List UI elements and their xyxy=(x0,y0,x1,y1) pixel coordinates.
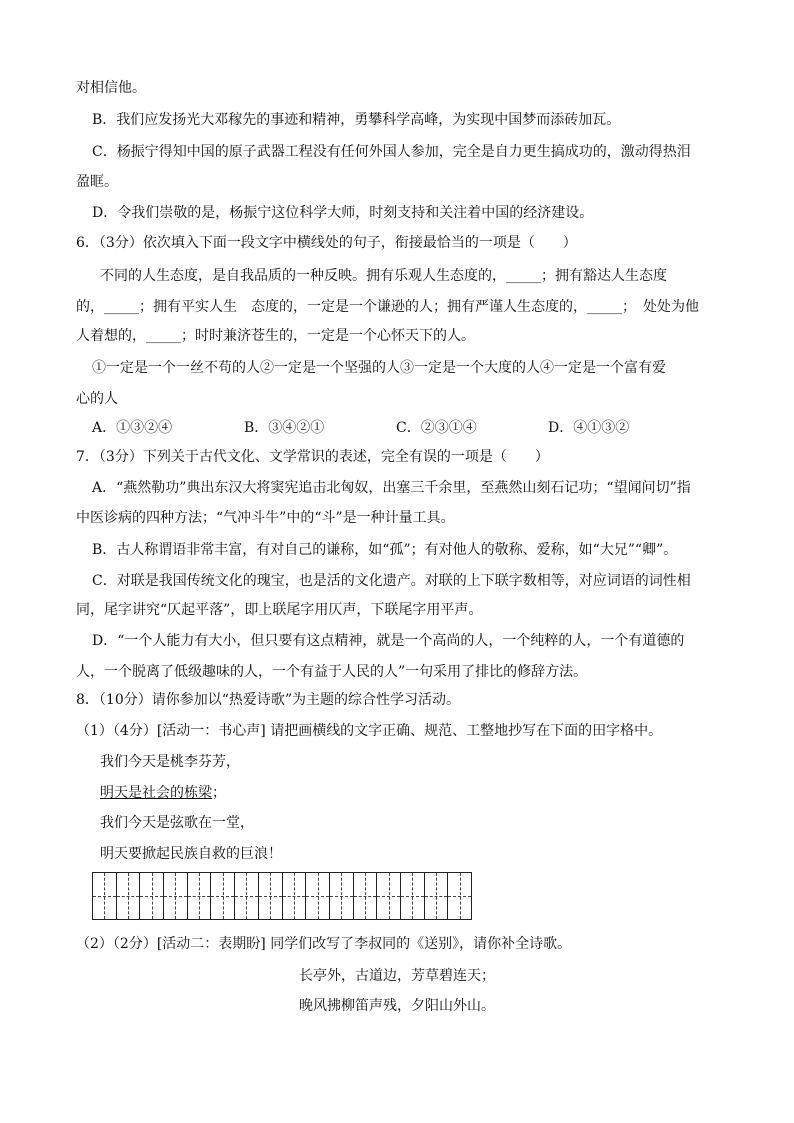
grid-cell[interactable] xyxy=(235,873,259,919)
poem-line: 我们今天是桃李芬芳， xyxy=(100,754,240,770)
grid-cell[interactable] xyxy=(259,873,283,919)
grid-cell[interactable] xyxy=(283,873,307,919)
answer-options xyxy=(92,418,629,438)
grid-cell[interactable] xyxy=(448,873,471,919)
poem-line: 明天要掀起民族自救的巨浪！ xyxy=(100,846,282,862)
grid-cell[interactable] xyxy=(140,873,164,919)
sentence-choices-cont: 心的人 xyxy=(76,391,118,407)
option-a-cont: 中医诊病的四种方法；“气冲斗牛”中的“斗”是一种计量工具。 xyxy=(76,510,455,526)
option-a: A．“燕然勒功”典出东汉大将窦宪追击北匈奴，出塞三千余里，至燕然山刻石记功；“望闻问切”指 xyxy=(92,480,691,496)
option-c-cont: 同，尾字讲究“仄起平落”，即上联尾字用仄声，下联尾字用平声。 xyxy=(76,602,483,618)
question-stem: 6．（3分）依次填入下面一段文字中横线处的句子，衔接最恰当的一项是（ ） xyxy=(76,235,577,251)
sentence-choices: ①一定是一个一丝不苟的人②一定是一个坚强的人③一定是一个大度的人④一定是一个富有爱 xyxy=(92,360,666,376)
option-c: C．杨振宁得知中国的原子武器工程没有任何外国人参加，完全是自力更生搞成功的，激动得热泪 xyxy=(92,144,691,160)
grid-cell[interactable] xyxy=(306,873,330,919)
passage-line: 的，_____；拥有平实人生 态度的，一定是一个谦逊的人；拥有严谨人生态度的，_____； 处处为他 xyxy=(76,299,699,315)
option-d-cont: 人，一个脱离了低级趣味的人，一个有益于人民的人”一句采用了排比的修辞方法。 xyxy=(76,664,588,680)
grid-cell[interactable] xyxy=(117,873,141,919)
question-stem: 8．（10分）请你参加以“热爱诗歌”为主题的综合性学习活动。 xyxy=(76,692,461,708)
passage-line: 不同的人生态度，是自我品质的一种反映。拥有乐观人生态度的，_____；拥有豁达人生态度 xyxy=(100,268,667,284)
option-c-cont: 盈眶。 xyxy=(76,174,118,190)
option-b: B．古人称谓语非常丰富，有对自己的谦称，如“孤”；有对他人的敬称、爱称，如“大兄”“卿”。 xyxy=(92,542,678,558)
option-c: C．②③①④ xyxy=(396,420,477,436)
underlined-text: 明天是社会的栋梁 xyxy=(100,785,212,801)
option-b: B．我们应发扬光大邓稼先的事迹和精神，勇攀科学高峰，为实现中国梦而添砖加瓦。 xyxy=(92,112,621,128)
option-d: D．④①③② xyxy=(548,420,630,436)
grid-cell[interactable] xyxy=(377,873,401,919)
question-stem: 7．（3分）下列关于古代文化、文学常识的表述，完全有误的一项是（ ） xyxy=(76,449,549,465)
grid-cell[interactable] xyxy=(211,873,235,919)
song-line: 长亭外，古道边，芳草碧连天； xyxy=(299,968,495,984)
punctuation: ； xyxy=(212,785,226,801)
option-b: B．③④②① xyxy=(244,420,325,436)
song-line: 晚风拂柳笛声残，夕阳山外山。 xyxy=(299,998,495,1014)
option-c: C．对联是我国传统文化的瑰宝，也是活的文化遗产。对联的上下联字数相等，对应词语的词性相 xyxy=(92,573,691,589)
option-a: A．①③②④ xyxy=(92,420,173,436)
grid-cell[interactable] xyxy=(164,873,188,919)
grid-cell[interactable] xyxy=(401,873,425,919)
option-d: D．“一个人能力有大小，但只要有这点精神，就是一个高尚的人，一个纯粹的人，一个有道德的 xyxy=(92,633,685,649)
tianzige-grid[interactable] xyxy=(92,872,472,920)
grid-cell[interactable] xyxy=(354,873,378,919)
sub-question-1: （1）（4分）[活动一：书心声] 请把画横线的文字正确、规范、工整地抄写在下面的田字格中。 xyxy=(76,723,663,739)
text-line: 对相信他。 xyxy=(76,80,146,96)
grid-cell[interactable] xyxy=(330,873,354,919)
grid-cell[interactable] xyxy=(425,873,449,919)
sub-question-2: （2）（2分）[活动二：表期盼] 同学们改写了李叔同的《送别》，请你补全诗歌。 xyxy=(76,936,572,952)
option-d: D．令我们崇敬的是，杨振宁这位科学大师，时刻支持和关注着中国的经济建设。 xyxy=(92,205,594,221)
passage-line: 人着想的，_____；时时兼济苍生的，一定是一个心怀天下的人。 xyxy=(76,328,475,344)
grid-cell[interactable] xyxy=(93,873,117,919)
poem-line: 我们今天是弦歌在一堂， xyxy=(100,815,254,831)
poem-line-underlined xyxy=(100,783,226,803)
grid-cell[interactable] xyxy=(188,873,212,919)
